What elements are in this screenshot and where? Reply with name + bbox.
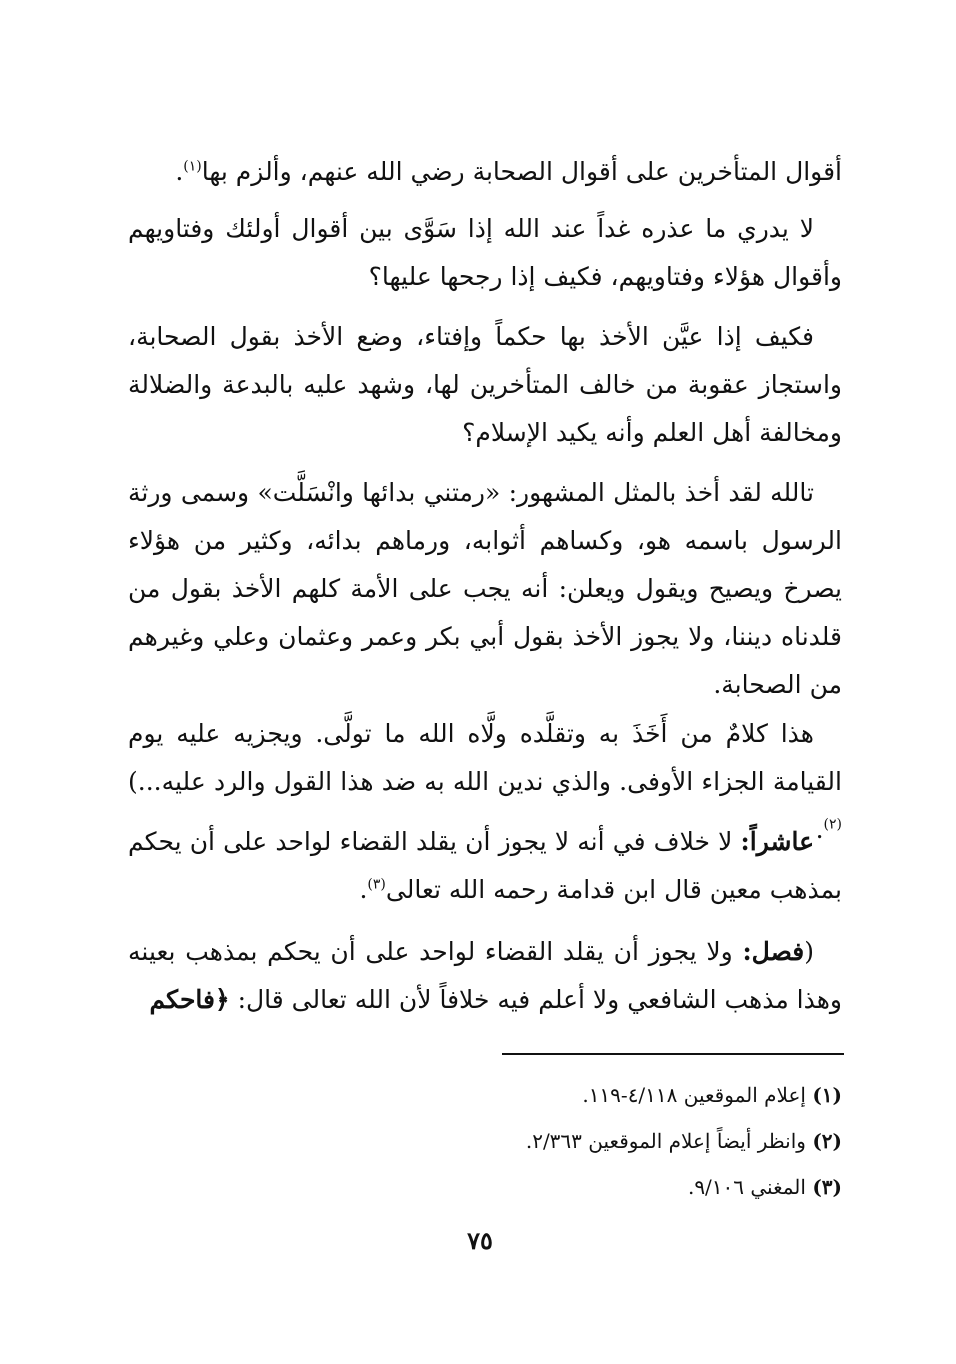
footnote-3 <box>360 1164 842 1210</box>
footnote-number: (٢) <box>812 1129 842 1153</box>
paragraph-tail: . <box>359 875 368 904</box>
paragraph-5 <box>128 818 842 914</box>
paragraph-tail: . <box>815 815 824 844</box>
section-lead: عاشراً: <box>740 827 814 856</box>
paragraph-text: لا يدري ما عذره غداً عند الله إذا سَوَّى بين أقوال أولئك وفتاويهم وأقوال هؤلاء وفتاويهم، فكيف إذا رجحها عليها؟ <box>128 214 842 291</box>
footnote-divider <box>502 1053 844 1055</box>
quote-open: ( <box>804 937 814 966</box>
paragraph-text: هذا كلامٌ من أَخَذَ به وتقلَّده ولَّاه الله ما تولَّى. ويجزيه عليه يوم القيامة الجزاء الأوفى. والذي ندين الله به ضد هذا القول والرد عليه...) <box>128 719 842 796</box>
paragraph-6 <box>128 928 842 1024</box>
footnote-text: وانظر أيضاً إعلام الموقعين ٢/٣٦٣. <box>525 1129 813 1153</box>
paragraph-3 <box>128 469 842 709</box>
footnote-reference-3[interactable]: (٣) <box>367 876 386 893</box>
footnote-1 <box>360 1072 842 1118</box>
footnote-text: إعلام الموقعين ٤/١١٨-١١٩. <box>582 1083 813 1107</box>
paragraph-2 <box>128 313 842 457</box>
section-lead: فصل: <box>742 937 805 966</box>
paragraph-text: تالله لقد أخذ بالمثل المشهور: «رمتني بدائها وانْسَلَّت» وسمى ورثة الرسول باسمه هو، وكساهم أثوابه، ورماهم بدائه، وكثير من هؤلاء يصرخ ويصيح ويقول ويعلن: أنه يجب على الأمة كلهم الأخذ بقول من قلدناه ديننا، ولا يجوز الأخذ بقول أبي بكر وعمر وعثمان وعلي وغيرهم من الصحابة. <box>128 478 842 699</box>
paragraph-text: ولا يجوز أن يقلد القضاء لواحد على أن يحكم بمذهب بعينه وهذا مذهب الشافعي ولا أعلم فيه خلافاً لأن الله تعالى قال: <box>128 937 842 1014</box>
footnote-number: (١) <box>812 1083 842 1107</box>
footnote-reference-1[interactable]: (١) <box>183 158 202 175</box>
footnote-reference-2[interactable]: (٢) <box>823 816 842 833</box>
footnote-text: المغني ٩/١٠٦. <box>687 1175 813 1199</box>
paragraph-tail: . <box>175 157 184 186</box>
footnotes <box>360 1072 842 1210</box>
paragraph-0 <box>128 148 842 196</box>
paragraph-1 <box>128 205 842 301</box>
paragraph-text: أقوال المتأخرين على أقوال الصحابة رضي الله عنهم، وألزم بها <box>201 157 842 186</box>
paragraph-text: فكيف إذا عيَّن الأخذ بها حكماً وإفتاء، وضع الأخذ بقول الصحابة، واستجاز عقوبة من خالف المتأخرين لها، وشهد عليه بالبدعة والضلالة ومخالفة أهل العلم وأنه يكيد الإسلام؟ <box>128 322 842 447</box>
quran-quote-start: ﴿فاحكم <box>149 985 230 1014</box>
footnote-number: (٣) <box>812 1175 842 1199</box>
page-number: ٧٥ <box>467 1226 493 1255</box>
footnote-2 <box>360 1118 842 1164</box>
paragraph-text: لا خلاف في أنه لا يجوز أن يقلد القضاء لواحد على أن يحكم بمذهب معين قال ابن قدامة رحمه الله تعالى <box>128 827 842 904</box>
